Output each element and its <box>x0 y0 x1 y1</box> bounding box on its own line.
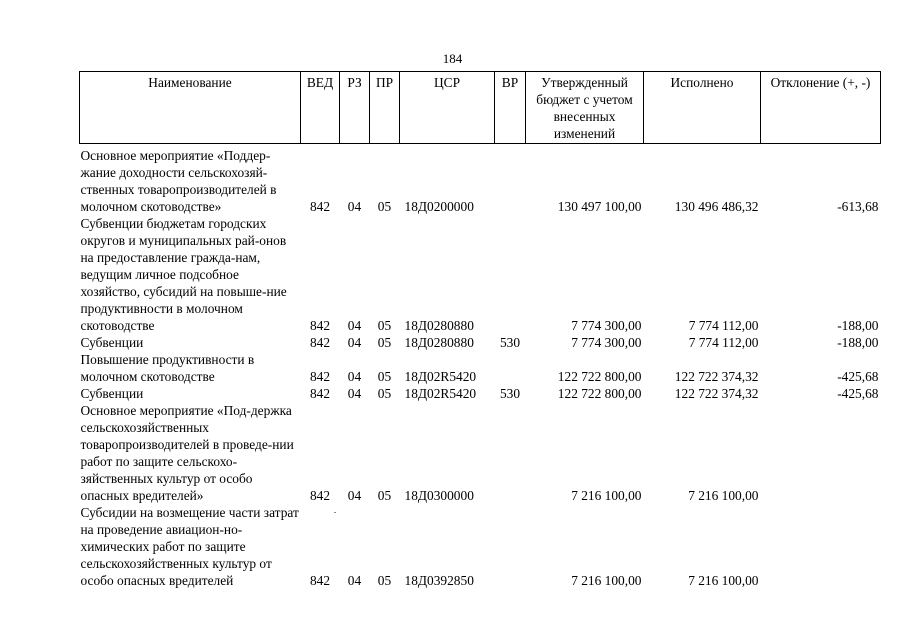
header-executed: Исполнено <box>644 72 761 144</box>
table-row <box>80 351 881 385</box>
table-row <box>80 385 881 402</box>
row-vr <box>495 402 526 504</box>
table-row <box>80 402 881 504</box>
row-name: Основное мероприятие «Поддер-жание доходности сельскохозяй-ственных товаропроизводителей в молочном скотоводстве» <box>80 148 277 214</box>
page-number: 184 <box>442 51 463 66</box>
row-ved: 842 <box>309 335 331 350</box>
row-executed: 122 722 374,32 <box>674 369 759 384</box>
row-vr <box>495 351 526 385</box>
header-vr: ВР <box>495 72 526 144</box>
row-approved: 7 774 300,00 <box>571 335 642 350</box>
row-csr: 18Д0280880 <box>404 335 474 350</box>
row-vr <box>495 215 526 334</box>
row-executed: 7 216 100,00 <box>688 573 759 588</box>
row-deviation: -188,00 <box>837 335 879 350</box>
row-executed: 7 774 112,00 <box>688 335 759 350</box>
row-vr: 530 <box>499 386 521 401</box>
row-name: Основное мероприятие «Под-держка сельскохозяйственных товаропроизводителей в проведе-нии работ по защите сельскохо-зяйственных культур от особо опасных вредителей» <box>80 403 294 503</box>
row-approved: 122 722 800,00 <box>557 369 642 384</box>
row-csr: 18Д0392850 <box>404 573 474 588</box>
row-csr: 18Д0280880 <box>404 318 474 333</box>
table-row <box>80 144 881 216</box>
row-name: Субвенции <box>80 386 144 401</box>
row-approved: 130 497 100,00 <box>557 199 642 214</box>
header-deviation: Отклонение (+, -) <box>761 72 881 144</box>
row-name: Субвенции <box>80 335 144 350</box>
row-approved: 7 774 300,00 <box>571 318 642 333</box>
budget-execution-table <box>79 71 881 589</box>
row-ved: 842 <box>309 369 331 384</box>
row-deviation: -425,68 <box>837 369 879 384</box>
row-vr <box>495 144 526 216</box>
row-deviation: -188,00 <box>837 318 879 333</box>
row-deviation <box>761 504 881 589</box>
row-name: Субсидии на возмещение части затрат на проведение авиацион-но-химических работ по защите сельскохозяйственных культур от особо опасных вредителей <box>80 505 299 588</box>
row-pr: 05 <box>377 318 392 333</box>
table-row <box>80 334 881 351</box>
row-pr: 05 <box>377 386 392 401</box>
header-pr: ПР <box>370 72 400 144</box>
row-vr: 530 <box>499 335 521 350</box>
row-csr: 18Д0200000 <box>404 199 474 214</box>
row-rz: 04 <box>347 335 362 350</box>
header-csr: ЦСР <box>400 72 495 144</box>
row-ved: 842 <box>309 573 331 588</box>
row-rz: 04 <box>347 488 362 503</box>
header-ved: ВЕД <box>301 72 340 144</box>
row-approved: 122 722 800,00 <box>557 386 642 401</box>
header-approved-budget: Утвержденный бюджет с учетом внесенных изменений <box>526 72 644 144</box>
scan-speck <box>334 512 336 513</box>
row-csr: 18Д02R5420 <box>404 386 477 401</box>
row-approved: 7 216 100,00 <box>571 488 642 503</box>
row-pr: 05 <box>377 199 392 214</box>
row-executed: 7 216 100,00 <box>688 488 759 503</box>
table-row <box>80 504 881 589</box>
row-executed: 122 722 374,32 <box>674 386 759 401</box>
row-csr: 18Д0300000 <box>404 488 474 503</box>
row-executed: 7 774 112,00 <box>688 318 759 333</box>
row-ved: 842 <box>309 318 331 333</box>
row-ved: 842 <box>309 199 331 214</box>
row-name: Повышение продуктивности в молочном скотоводстве <box>80 352 255 384</box>
row-pr: 05 <box>377 335 392 350</box>
row-pr: 05 <box>377 488 392 503</box>
row-name: Субвенции бюджетам городских округов и муниципальных рай-онов на предоставление гражда-нам, ведущим личное подсобное хозяйство, субсидий на повыше-ние продуктивности в молочном скотоводстве <box>80 216 287 333</box>
row-rz: 04 <box>347 318 362 333</box>
row-executed: 130 496 486,32 <box>674 199 759 214</box>
row-rz: 04 <box>347 386 362 401</box>
header-rz: РЗ <box>340 72 370 144</box>
table-row <box>80 215 881 334</box>
row-rz: 04 <box>347 199 362 214</box>
table-body <box>80 144 881 590</box>
table-header <box>80 72 881 144</box>
row-csr: 18Д02R5420 <box>404 369 477 384</box>
row-deviation: -613,68 <box>837 199 879 214</box>
row-deviation: -425,68 <box>837 386 879 401</box>
header-name: Наименование <box>80 72 301 144</box>
row-pr: 05 <box>377 369 392 384</box>
row-pr: 05 <box>377 573 392 588</box>
row-vr <box>495 504 526 589</box>
row-ved: 842 <box>309 386 331 401</box>
row-rz: 04 <box>347 573 362 588</box>
row-approved: 7 216 100,00 <box>571 573 642 588</box>
row-ved: 842 <box>309 488 331 503</box>
row-deviation <box>761 402 881 504</box>
row-rz: 04 <box>347 369 362 384</box>
